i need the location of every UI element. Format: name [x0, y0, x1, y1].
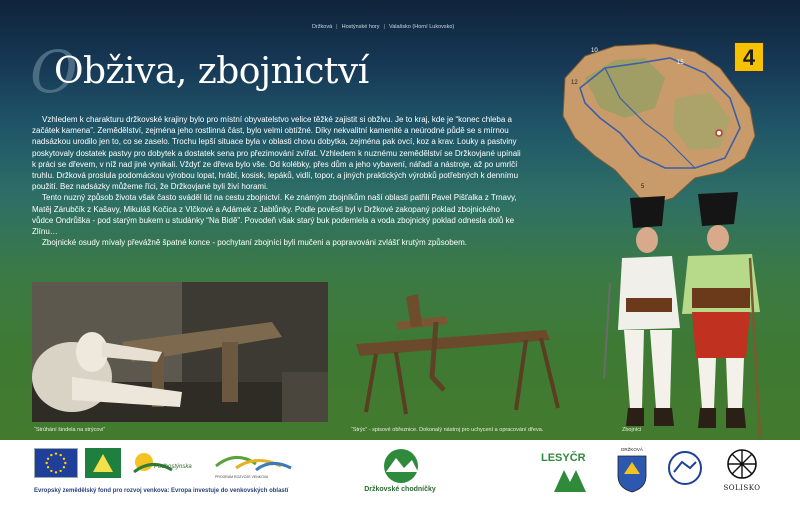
- breadcrumb-item[interactable]: Držková: [312, 24, 333, 30]
- breadcrumb: Držková | Hostýnské hory | Valašsko (Horní Lukovsko): [312, 24, 455, 30]
- leader-logo-icon: [85, 448, 121, 478]
- paragraph: Tento nuzný způsob života však často sváděl lid na cestu zbojnictví. Ke známým zbojníkům naší oblasti patřili Pavel Pišťalka z Trnavy, Matěj Zárubčík z Kašavy, Mikuláš Kočica z Vlčkové a Adámek z Jablůnky. Podle pověsti byl v Držkové zakopaný poklad zbojnického vůdce Ondrůška - pod starým bukem u studánky “Na Bidě”. Povodeň však starý buk podemlela a voda zbojnický poklad odnesla dolů ke Zlínu…: [32, 193, 517, 237]
- map-number: 10: [591, 48, 598, 54]
- lesy-cr-logo-icon: [540, 452, 596, 494]
- title-text: Obživa, zbojnictví: [54, 51, 369, 92]
- stop-number-badge: 4: [734, 42, 764, 72]
- map-number: 5: [641, 184, 645, 190]
- lesycr-label: LESYČR: [541, 452, 586, 464]
- region-logo-icon: [662, 448, 708, 488]
- route-map[interactable]: [545, 38, 765, 210]
- map-number: 15: [677, 60, 684, 66]
- photo-caption: “Strýc” - spisové obřeznice. Dokonalý nástroj pro uchycení a opracování dřeva.: [351, 427, 544, 433]
- mas-logo-icon: [132, 448, 196, 478]
- map-marker-icon: [716, 130, 722, 136]
- page-title: [30, 38, 370, 106]
- map-number: 12: [571, 80, 578, 86]
- breadcrumb-item[interactable]: Valašsko (Horní Lukovsko): [388, 24, 455, 30]
- photo-scene: [32, 282, 328, 422]
- chodnicky-label: Držkovské chodníčky: [364, 486, 436, 493]
- eafrd-label: Evropský zemědělský fond pro rozvoj venkova: Evropa investuje do venkovských oblastí: [34, 488, 289, 494]
- hat-icon: [630, 196, 665, 228]
- breadcrumb-item[interactable]: Hostýnské hory: [341, 24, 380, 30]
- eu-flag-icon: [34, 448, 78, 478]
- drzkovske-chodnicky-logo-icon: [366, 446, 436, 504]
- highwaymen-illustration: [600, 188, 770, 440]
- prv-label: PROGRAM ROZVOJE VENKOVA: [215, 475, 269, 479]
- photo-caption: Zbojníci: [622, 427, 642, 433]
- photo-shingle-carving: [32, 282, 328, 422]
- prv-logo-icon: [206, 448, 296, 478]
- drzkova-label: DRŽKOVÁ: [621, 447, 643, 452]
- footer: [0, 440, 800, 510]
- photo-scene: [336, 282, 588, 422]
- solisko-label: SOLISKO: [723, 484, 761, 492]
- photo-shaving-horse: [336, 282, 588, 422]
- drzkova-coat-of-arms-icon: [612, 446, 652, 494]
- title-initial: O: [30, 38, 78, 106]
- paragraph: Zbojnické osudy mívaly převážně špatné konce - pochytaní zbojníci byli mučeni a popravováni zvlášť krutým způsobem.: [42, 238, 467, 248]
- photo-caption: “Strúhání šindela na strýcovi”: [34, 427, 106, 433]
- hat-icon: [698, 192, 738, 226]
- paragraph: Vzhledem k charakturu držkovské krajiny bylo pro místní obyvatelstvo velice těžké zajistit si obživu. Je to kraj, kde je “konec chleba a začátek kamena”. Zemědělství, zejména jeho rostlinná část, bylo velmi obtížné. Díky nekvalitní kamenité a neúrodné půdě se s mírnou nadsázkou urodilo jen to, co se zaselo. Trochu lepší situace byla v oblasti chovu dobytka, zejména pak ovcí, koz a krav. Louky a pastviny poskytovaly dostatek pastvy pro dobytek a dostatek sena pro přezimování zvířat. Vzhledem k nuznému zemědělství se Držkovjané upínali k práci se dřevem, v níž nad jiné vynikali. Vždyť ze dřeva bylo vše. Od kolébky, přes dům a jeho vybavení, nářadí a nástroje, až po umrlčí truhlu. Držková proslula podomáckou výrobou lopat, hrábí, kosisk, lepáků, vidlí, topor, a jiných praktických výrobků potřebných k dennímu použití. Bez nadsázky můžeme říci, že Držkovjané byli živí horami.: [32, 115, 521, 192]
- mas-text: Podhostýnska: [154, 464, 192, 470]
- body-text: [32, 114, 522, 248]
